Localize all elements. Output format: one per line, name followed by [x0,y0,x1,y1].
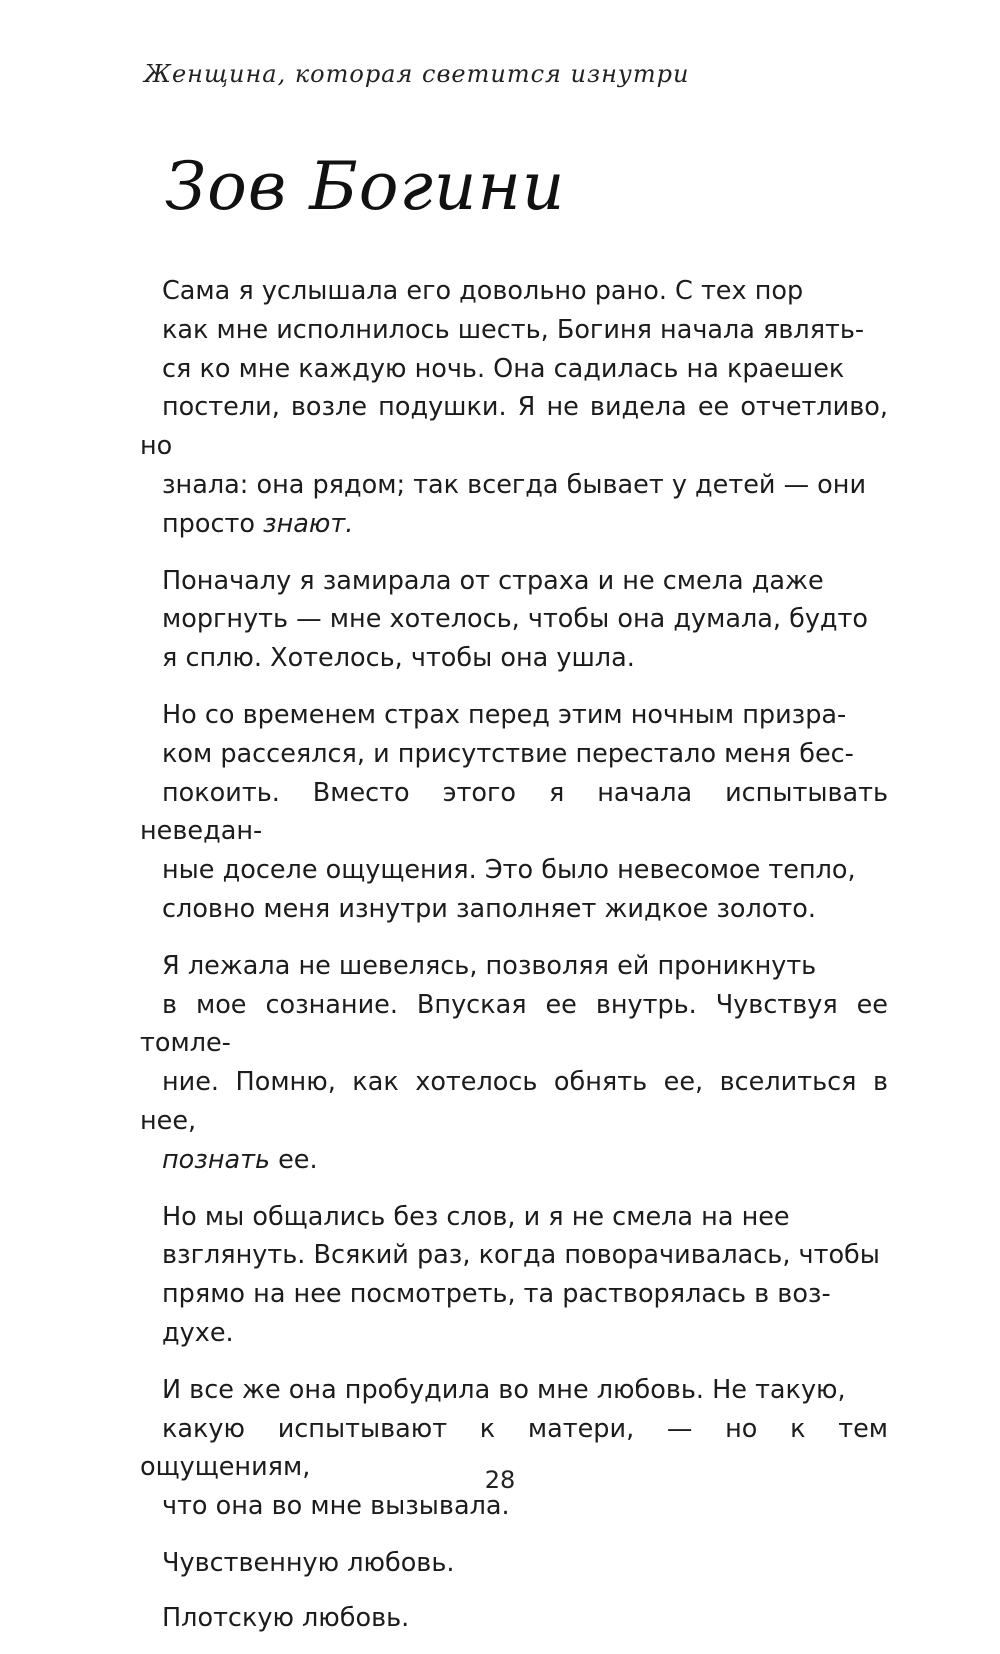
text-line: что она во мне вызывала. [162,1491,510,1522]
page-number: 28 [484,1466,516,1494]
text-line: взглянуть. Всякий раз, когда поворачивалась, чтобы [162,1240,880,1271]
text-line: словно меня изнутри заполняет жидкое золото. [162,893,816,924]
emphasis-word: познать [162,1144,271,1175]
text-line: духе. [162,1317,234,1348]
paragraph-5 [140,1198,888,1353]
body-text [140,272,888,1654]
text-line: как мне исполнилось шесть, Богиня начала являть- [162,314,865,345]
paragraph-6 [140,1371,888,1526]
text-line: Плотскую любовь. [162,1602,410,1633]
text-line: прямо на нее посмотреть, та растворялась в воз- [162,1279,831,1310]
text-line: покоить. Вместо этого я начала испытывать неведан- [140,777,888,847]
text-line: Но со временем страх перед этим ночным призра- [162,699,847,730]
text-fragment: ее. [270,1144,318,1175]
text-line: моргнуть — мне хотелось, чтобы она думала, будто [162,604,868,635]
text-line: Я лежала не шевелясь, позволяя ей проникнуть [162,950,817,981]
emphasis-word: знают. [263,508,354,539]
paragraph-8 [140,1599,888,1638]
text-line: Чувственную любовь. [162,1547,455,1578]
text-line: знала: она рядом; так всегда бывает у детей — они [162,469,867,500]
text-line: Поначалу я замирала от страха и не смела даже [162,565,824,596]
paragraph-1 [140,272,888,544]
text-line [140,1141,888,1180]
paragraph-3 [140,696,888,929]
paragraph-7 [140,1544,888,1583]
text-line: Но мы общались без слов, и я не смела на нее [162,1201,790,1232]
text-line: ся ко мне каждую ночь. Она садилась на краешек [162,353,845,384]
paragraph-2 [140,562,888,678]
text-line: И все же она пробудила во мне любовь. Не такую, [162,1374,846,1405]
text-line: постели, возле подушки. Я не видела ее отчетливо, но [140,392,888,462]
text-line [140,505,888,544]
text-line: в мое сознание. Впуская ее внутрь. Чувствуя ее томле- [140,989,888,1059]
text-line: ние. Помню, как хотелось обнять ее, вселиться в нее, [140,1067,888,1136]
chapter-title: Зов Богини [165,148,566,225]
text-line: Сама я услышала его довольно рано. С тех пор [162,276,804,306]
paragraph-4 [140,947,888,1180]
text-line: ком рассеялся, и присутствие перестало меня бес- [162,738,854,769]
text-line: ные доселе ощущения. Это было невесомое тепло, [162,855,856,886]
text-line: я сплю. Хотелось, чтобы она ушла. [162,643,635,674]
text-line: какую испытывают к матери, — но к тем ощущениям, [140,1413,888,1483]
text-fragment: просто [162,508,264,539]
running-head: Женщина, которая светится изнутри [144,60,690,88]
